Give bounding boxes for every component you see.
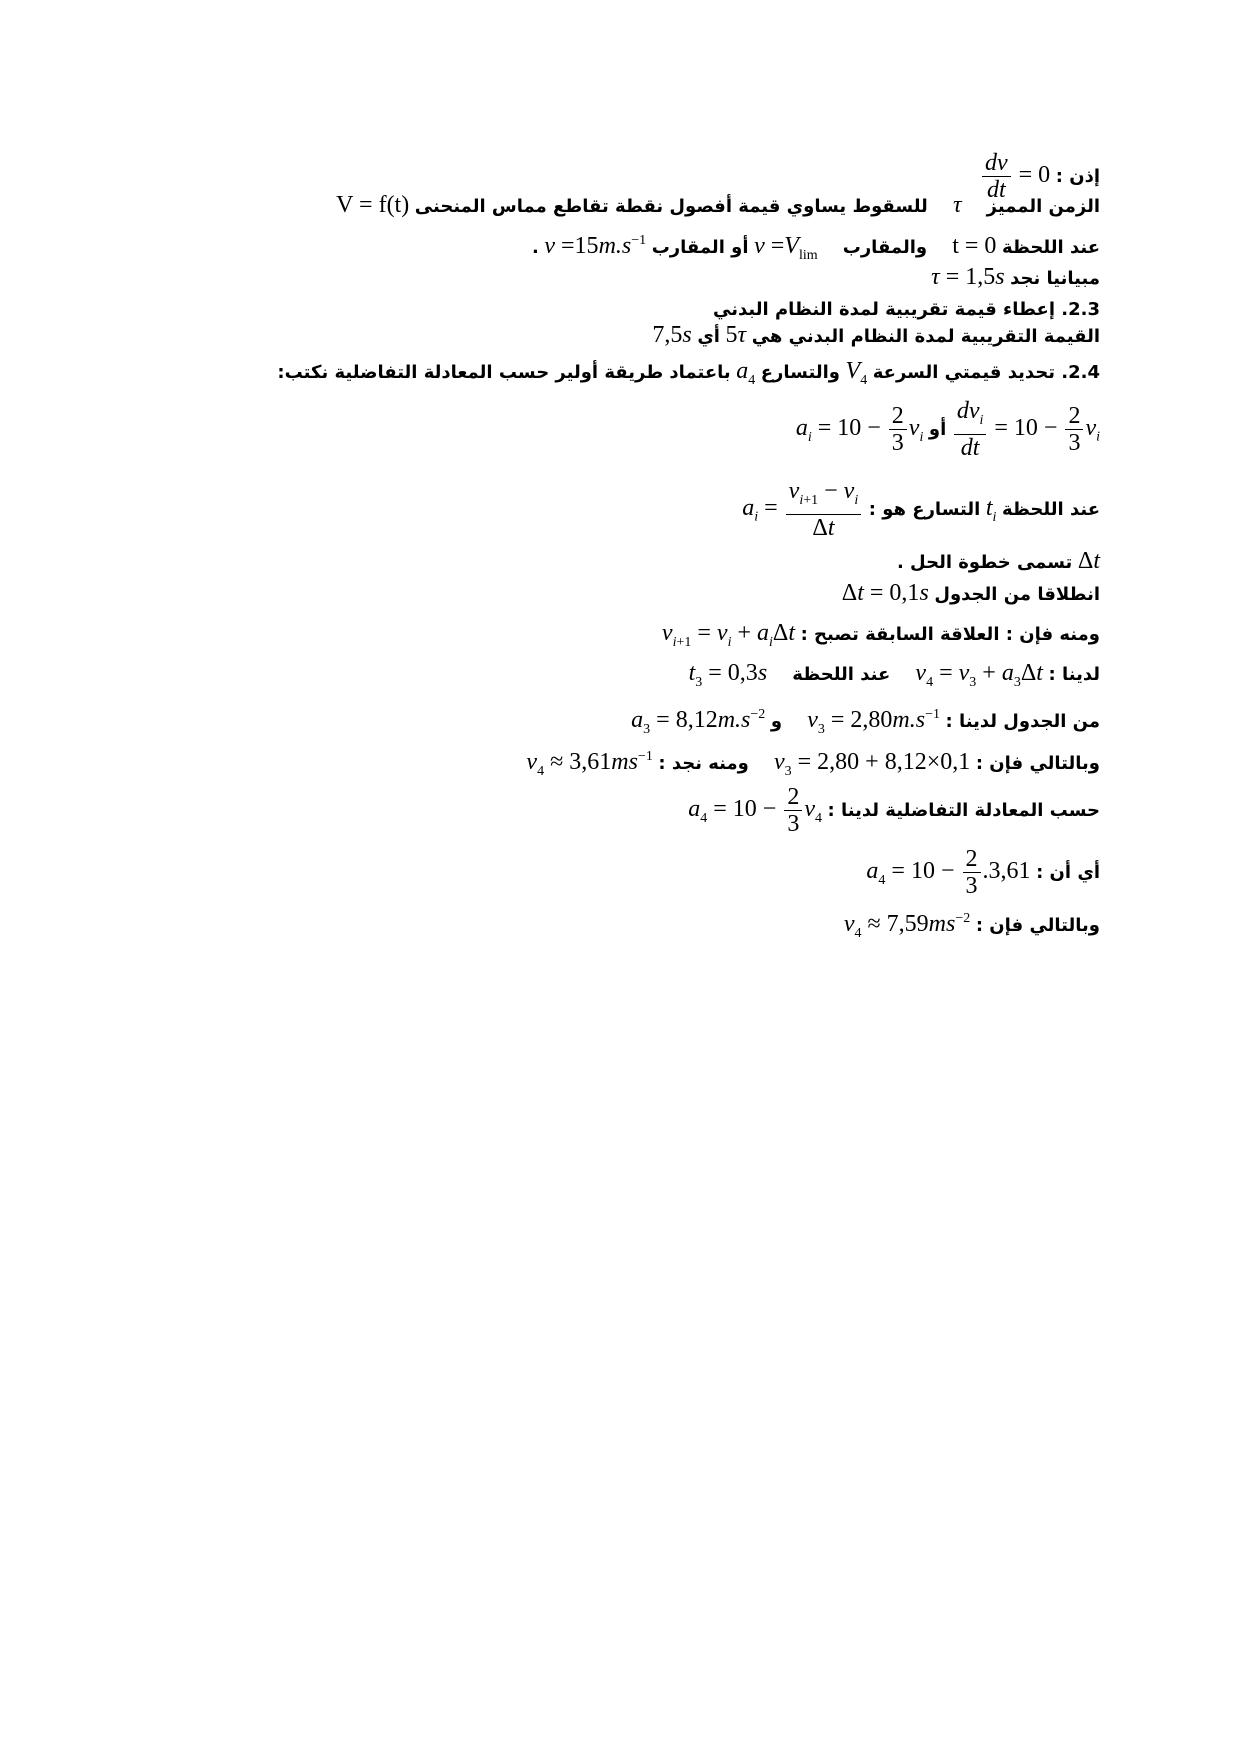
text-idhan: إذن : [1055,166,1100,188]
text-or-asymptote: أو المقارب [651,237,749,258]
line-table-values [631,702,1100,743]
equation-v3-calc: $v_3 = 2,80 + 8,12\times 0,1$ [773,749,971,779]
text-that-is: أي أن : [1036,862,1100,884]
equation-ai-diff: $a_i$ = $\frac{v_{i+1} - v_i}{\Delta t}$ [742,478,863,541]
text-from-table-we-have: من الجدول لدينا : [945,711,1100,732]
equation-v3-value: $v_3 = 2,80m.s^{-1}$ [807,707,940,737]
equation-7-5s: 7,5s [652,322,692,348]
equation-dv-dt-zero: $\frac{dv}{dt}$ = 0 [980,150,1050,203]
line-acceleration-at-ti [742,478,1100,541]
equation-a4-calc: $a_4 = 10$ − $\frac{2}{3}$ .3,61 [866,846,1031,899]
text-from-table: انطلاقا من الجدول [934,584,1100,605]
symbol-tau: τ [952,192,962,218]
equation-v-of-t: V = f(t) [336,192,410,218]
line-a4-substitution [866,846,1100,899]
equation-t3: $t_3 = 0,3s$ [688,660,768,690]
equation-dvi-dt: $\frac{dv_i}{dt}$ = 10 − $\frac{2}{3}$ $v_i$ [952,398,1100,461]
text-therefore-final: وبالتالي فإن : [975,915,1100,936]
line-a4-equation [688,784,1100,837]
text-relation-becomes: ومنه فإن : العلاقة السابقة تصبح : [800,624,1100,645]
equation-v-vlim: $v =V_{lim}$ [754,233,818,263]
equation-a4-value: $v_4 \approx 7,59ms^{-2}$ [843,911,971,941]
text-and: و [770,711,783,732]
symbol-ti: $t_i$ [985,494,997,525]
equation-tau-value: τ = 1,5s [931,264,1005,290]
line-approx-value [652,322,1100,350]
text-tangent-intersection: للسقوط يساوي قيمة أفصول نقطة تقاطع مماس المنحنى [414,196,928,217]
symbol-a4: $a_4$ [736,358,756,388]
text-characteristic-time: الزمن المميز [986,196,1100,217]
text-hence-we-find: ومنه نجد : [658,753,749,774]
text-period: . [531,237,539,258]
equation-t-zero: t = 0 [952,233,997,259]
text-heading-2-4: 2.4. تحديد قيمتي السرعة [872,362,1100,383]
text-we-have: لدينا : [1048,664,1100,685]
equation-ai: $a_i = 10$ − $\frac{2}{3}$ $v_i$ [795,402,924,456]
text-at-instant-t3: عند اللحظة [792,664,891,685]
line-differential-equation [796,398,1100,461]
line-characteristic-time [336,192,1100,220]
symbol-delta-t: Δt [1077,548,1100,574]
heading-2-4 [277,358,1100,394]
equation-a4: $a_4 = 10$ − $\frac{2}{3}$ $v_4$ [688,784,822,837]
equation-5tau: 5τ [725,322,747,348]
equation-v4-v3: $v_4 = v_3 + a_3\Delta t$ [915,660,1043,690]
equation-delta-t-value: Δt = 0,1s [841,580,929,606]
text-or: أو [928,418,947,440]
text-asymptote: والمقارب [842,237,928,258]
line-graphically [931,264,1100,292]
text-euler-method: باعتماد طريقة أولير حسب المعادلة التفاضلية نكتب: [277,362,731,383]
equation-a3-value: $a_3 = 8,12m.s^{-2}$ [631,707,766,737]
text-at-instant: عند اللحظة [1001,237,1100,258]
heading-2-3 [713,296,1100,323]
line-relation [662,620,1100,656]
equation-v4-value: $v_4 \approx 3,61ms^{-1}$ [526,749,653,779]
equation-v-15: $v =15m.s^{-1}$ [544,233,647,259]
text-according-to-equation: حسب المعادلة التفاضلية لدينا : [827,800,1100,822]
line-a4-result [844,906,1100,947]
line-v4-relation [689,660,1100,696]
text-therefore: وبالتالي فإن : [975,753,1100,774]
equation-vi-plus-1: $v_{i+1} = v_i + a_i\Delta t$ [661,620,796,650]
text-heading-2-3: 2.3. إعطاء قيمة تقريبية لمدة النظام البدني [713,299,1100,320]
text-ie: أي [697,326,720,347]
line-initial-tangent [532,228,1100,269]
text-acceleration-is: التسارع هو : [868,498,981,520]
line-step [897,548,1100,576]
text-approx-value: القيمة التقريبية لمدة النظام البدني هي [751,326,1100,347]
text-graphically-we-find: مبيانيا نجد [1010,268,1100,289]
text-and-acceleration: والتسارع [760,362,840,383]
line-from-table [842,580,1100,608]
line-v4-result [526,744,1100,785]
text-at-instant-ti: عند اللحظة [1001,498,1100,520]
symbol-v4: $V_4$ [845,358,868,388]
text-step-name: تسمى خطوة الحل . [896,552,1073,573]
